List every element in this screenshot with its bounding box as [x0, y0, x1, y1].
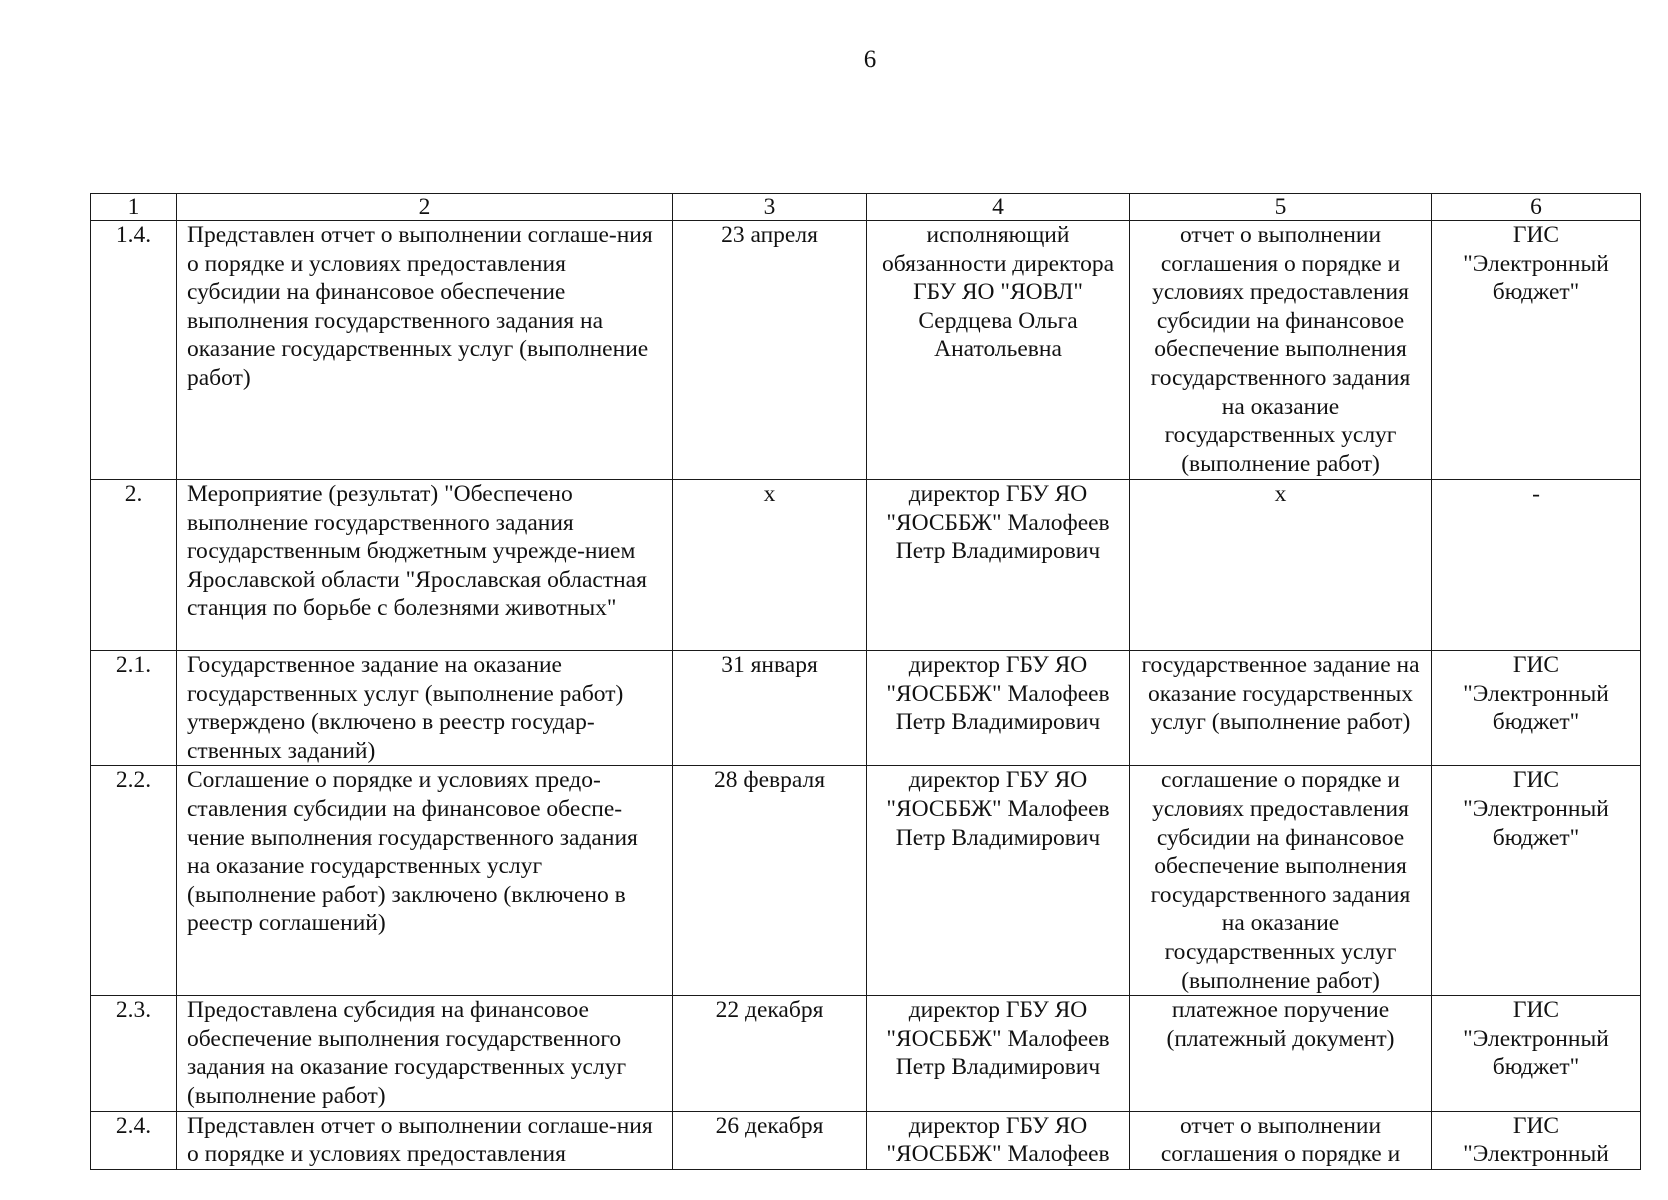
row-responsible: директор ГБУ ЯО "ЯОСББЖ" Малофеев [867, 1111, 1130, 1169]
page-number: 6 [863, 46, 877, 73]
row-number: 2.4. [91, 1111, 177, 1169]
row-document: платежное поручение (платежный документ) [1130, 996, 1432, 1111]
row-system: ГИС "Электронный [1432, 1111, 1641, 1169]
row-system: ГИС "Электронный бюджет" [1432, 996, 1641, 1111]
row-number: 2.3. [91, 996, 177, 1111]
row-date: 28 февраля [673, 766, 867, 996]
column-number-row [91, 194, 1641, 221]
column-number-3: 3 [673, 194, 867, 221]
row-document: отчет о выполнении соглашения о порядке и [1130, 1111, 1432, 1169]
row-responsible: директор ГБУ ЯО "ЯОСББЖ" Малофеев Петр Владимирович [867, 651, 1130, 766]
row-system: ГИС "Электронный бюджет" [1432, 651, 1641, 766]
row-description: Мероприятие (результат) "Обеспечено выполнение государственного задания государственным бюджетным учрежде-нием Ярославской области "Ярославская областная станция по борьбе с болезнями животных" [177, 480, 673, 651]
row-document: соглашение о порядке и условиях предоставления субсидии на финансовое обеспечение выполнения государственного задания на оказание государственных услуг (выполнение работ) [1130, 766, 1432, 996]
column-number-2: 2 [177, 194, 673, 221]
row-system: - [1432, 480, 1641, 651]
table-row [91, 996, 1641, 1111]
row-description: Соглашение о порядке и условиях предо-ставления субсидии на финансовое обеспе-чение выполнения государственного задания на оказание государственных услуг (выполнение работ) заключено (включено в реестр соглашений) [177, 766, 673, 996]
row-responsible: исполняющий обязанности директора ГБУ ЯО "ЯОВЛ" Сердцева Ольга Анатольевна [867, 221, 1130, 480]
row-responsible: директор ГБУ ЯО "ЯОСББЖ" Малофеев Петр Владимирович [867, 480, 1130, 651]
row-description: Предоставлена субсидия на финансовое обеспечение выполнения государственного задания на оказание государственных услуг (выполнение работ) [177, 996, 673, 1111]
row-number: 2.1. [91, 651, 177, 766]
row-responsible: директор ГБУ ЯО "ЯОСББЖ" Малофеев Петр Владимирович [867, 996, 1130, 1111]
table-row [91, 480, 1641, 651]
row-document: х [1130, 480, 1432, 651]
plan-table [90, 193, 1641, 1170]
table-row [91, 651, 1641, 766]
row-document: государственное задание на оказание государственных услуг (выполнение работ) [1130, 651, 1432, 766]
row-document: отчет о выполнении соглашения о порядке и условиях предоставления субсидии на финансовое обеспечение выполнения государственного задания на оказание государственных услуг (выполнение работ) [1130, 221, 1432, 480]
row-description: Представлен отчет о выполнении соглаше-ния о порядке и условиях предоставления [177, 1111, 673, 1169]
row-system: ГИС "Электронный бюджет" [1432, 221, 1641, 480]
row-date: 23 апреля [673, 221, 867, 480]
table-row [91, 221, 1641, 480]
row-number: 1.4. [91, 221, 177, 480]
row-date: 26 декабря [673, 1111, 867, 1169]
row-responsible: директор ГБУ ЯО "ЯОСББЖ" Малофеев Петр Владимирович [867, 766, 1130, 996]
row-date: 22 декабря [673, 996, 867, 1111]
row-number: 2. [91, 480, 177, 651]
row-date: х [673, 480, 867, 651]
column-number-6: 6 [1432, 194, 1641, 221]
row-number: 2.2. [91, 766, 177, 996]
column-number-5: 5 [1130, 194, 1432, 221]
table-row [91, 1111, 1641, 1169]
column-number-4: 4 [867, 194, 1130, 221]
row-description: Представлен отчет о выполнении соглаше-ния о порядке и условиях предоставления субсидии на финансовое обеспечение выполнения государственного задания на оказание государственных услуг (выполнение работ) [177, 221, 673, 480]
row-date: 31 января [673, 651, 867, 766]
row-description: Государственное задание на оказание государственных услуг (выполнение работ) утверждено (включено в реестр государ-ственных заданий) [177, 651, 673, 766]
row-system: ГИС "Электронный бюджет" [1432, 766, 1641, 996]
table-row [91, 766, 1641, 996]
column-number-1: 1 [91, 194, 177, 221]
